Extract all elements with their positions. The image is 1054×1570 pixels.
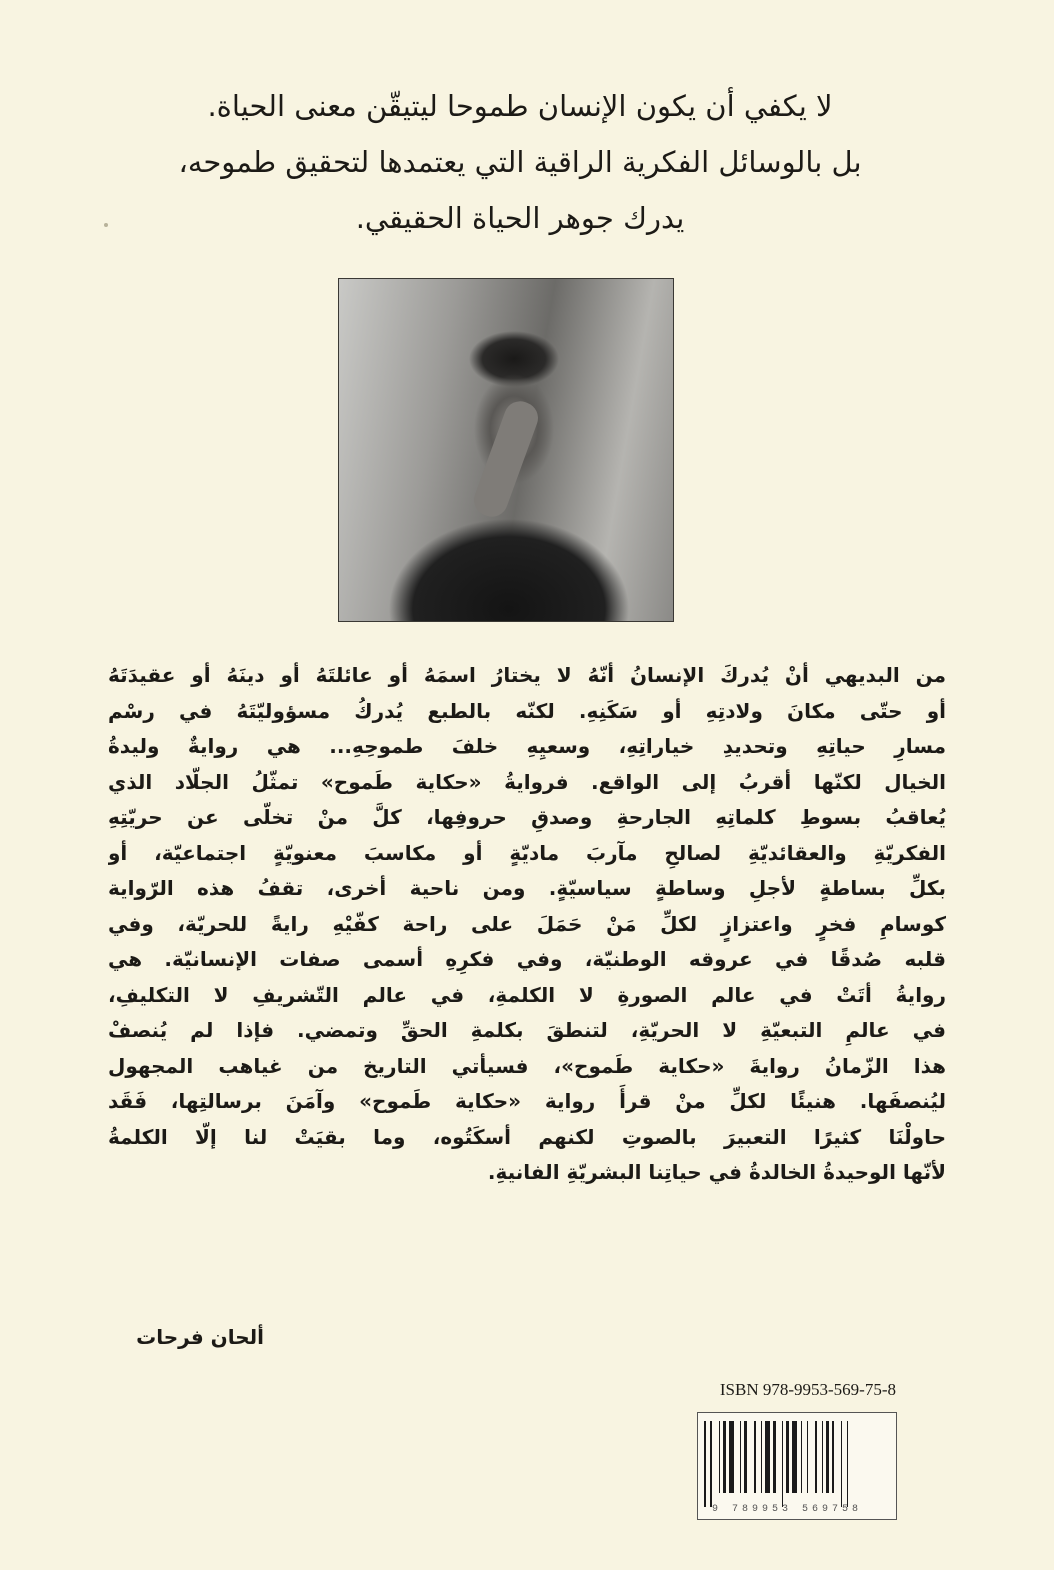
quote-line: لا يكفي أن يكون الإنسان طموحا ليتيقّن معنى الحياة. [207,89,833,123]
barcode-bar [754,1421,756,1493]
isbn-label: ISBN 978-9953-569-75-8 [719,1380,896,1399]
blurb-line: في عالمِ التبعيّةِ لا الحريّةِ، لتنطقَ بكلمةِ الحقِّ وتمضي. فإذا لم يُنصفْ [108,1018,946,1042]
blurb-line: ليُنصفَها. هنيئًا لكلِّ منْ قرأَ رواية «حكاية طَموح» وآمَنَ برسالتِها، فَقَد [108,1089,946,1113]
barcode-bar [832,1421,834,1493]
photo-hand [470,397,543,521]
barcode [697,1412,897,1520]
speck [104,223,108,227]
barcode-bar [723,1421,726,1493]
barcode-bar [773,1421,776,1493]
barcode-bars [704,1421,890,1499]
barcode-bar [719,1421,721,1493]
barcode-bar [815,1421,817,1493]
barcode-bar [807,1421,809,1493]
barcode-bar [841,1421,843,1507]
barcode-digits: 9 789953 569758 [712,1504,863,1515]
blurb-line: كوسامِ فخرٍ واعتزازٍ لكلِّ مَنْ حَمَلَ على راحة كفّيْهِ رايةً للحريّة، وفي [108,911,946,936]
barcode-bar [822,1421,824,1493]
quote-line: بل بالوسائل الفكرية الراقية التي يعتمدها لتحقيق طموحه، [178,145,862,179]
barcode-bar [826,1421,829,1493]
blurb-line: أو حتّى مكانَ ولادتِهِ أو سَكَنِهِ. لكنّه بالطبع يُدركُ مسؤوليّتَهُ في رسْم [108,698,946,723]
barcode-bar [765,1421,770,1493]
blurb-line: قلبه صُدقًا في عروقه الوطنيّة، وفي فكرِهِ أسمى صفات الإنسانيّة. هي [108,947,946,971]
blurb-text [108,658,946,1191]
barcode-bar [729,1421,734,1493]
blurb-line: بكلِّ بساطةٍ لأجلِ وساطةٍ سياسيّةٍ. ومن ناحية أخرى، تقفُ هذه الرّواية [108,876,946,900]
barcode-bar [792,1421,797,1493]
barcode-bar [847,1421,849,1507]
epigraph-quote [120,78,920,246]
barcode-bar [801,1421,803,1493]
author-photo [338,278,674,622]
blurb-line: هذا الزّمانُ روايةَ «حكاية طَموح»، فسيأتي التاريخ من غياهب المجهول [108,1053,946,1078]
blurb-line: حاولْنَا كثيرًا التعبيرَ بالصوتِ لكنهم أسكَتُوه، وما بقيَتْ لنا إلّا الكلمةُ [108,1124,946,1149]
blurb-line: روايةُ أتَتْ في عالم الصورةِ لا الكلمةِ، في عالم التّشريفِ لا التكليفِ، [108,982,946,1007]
barcode-bar [761,1421,763,1493]
barcode-bar [744,1421,747,1493]
blurb-line: الفكريّةِ والعقائديّةِ لصالحِ مآربَ ماديّةٍ أو مكاسبَ معنويّةٍ اجتماعيّة، أو [108,840,946,865]
quote-line: يدرك جوهر الحياة الحقيقي. [355,201,685,235]
blurb-line: مسارِ حياتِهِ وتحديدِ خياراتِهِ، وسعيِهِ خلفَ طموحِهِ... هي روايةٌ وليدةُ [108,734,946,758]
author-signature: ألحان فرحات [136,1325,264,1349]
blurb-line: من البديهي أنْ يُدركَ الإنسانُ أنّهُ لا يختارُ اسمَهُ أو عائلتَهُ أو دينَهُ أو عقيدَتَهُ [108,663,946,687]
barcode-bar [710,1421,712,1507]
barcode-bar [704,1421,706,1507]
blurb-line: لأنّها الوحيدةُ الخالدةُ في حياتِنا البشريّةِ الفانيةِ. [487,1160,946,1184]
barcode-bar [740,1421,742,1493]
blurb-line: يُعاقبُ بسوطِ كلماتِهِ الجارحةِ وصدقِ حروفِها، كلَّ منْ تخلّى عن حريّتِهِ [108,805,946,829]
blurb-line: الخيال لكنّها أقربُ إلى الواقع. فروايةُ «حكاية طَموح» تمثّلُ الجلّاد الذي [108,769,946,794]
barcode-bar [782,1421,784,1507]
barcode-bar [786,1421,789,1493]
